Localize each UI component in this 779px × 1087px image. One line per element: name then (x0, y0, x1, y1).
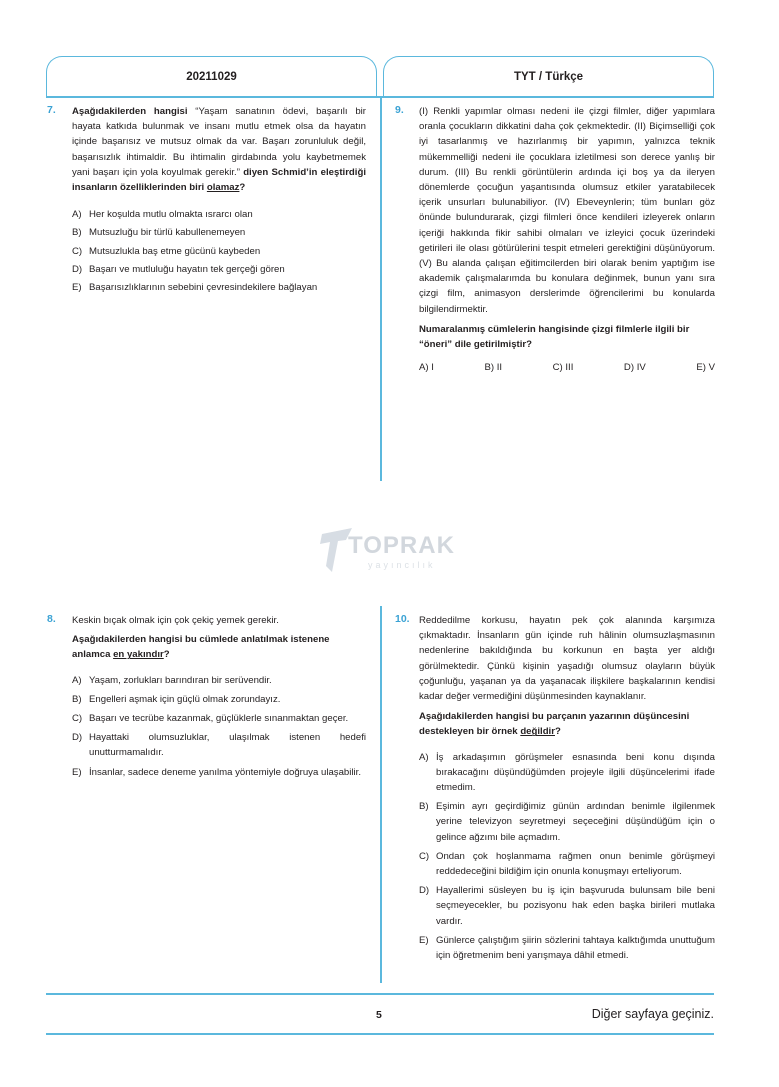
option-letter: D) (419, 885, 430, 897)
footer-divider-top (46, 993, 714, 995)
question-10 (419, 613, 715, 967)
option-text: Hayattaki olumsuzluklar, ulaşılmak istenen hedefi unutturmamalıdır. (89, 732, 366, 759)
option-letter: D) (72, 263, 83, 275)
question-7-text (72, 104, 366, 195)
option-letter: E) (419, 934, 429, 946)
subject-title: TYT / Türkçe (513, 70, 584, 83)
option-b[interactable] (72, 225, 366, 240)
page-number: 5 (376, 1009, 382, 1021)
option-text: Günlerce çalıştığım şiirin sözlerini tahtaya kalktığımda unuttuğum için öğretmenim beni yarışmaya dâhil etmedi. (436, 934, 715, 962)
option-d[interactable]: D) IV (623, 362, 646, 374)
question-7-stem-text: diyen Schmid’in eleştirdiği insanların özelliklerinden biri (72, 166, 366, 194)
footer-divider-bottom (46, 1033, 714, 1035)
question-8 (72, 613, 366, 784)
option-text: İnsanlar, sadece deneme yanılma yöntemiyle doğruya ulaşabilir. (89, 766, 361, 778)
header-subject (383, 56, 714, 96)
question-10-number: 10. (395, 613, 410, 625)
question-9-text: (I) Renkli yapımlar olması nedeni ile çizgi filmler, diğer yapımlara oranla çocukların dikkatini daha çok çekmektedir. (II) Biçimselliği çok iyi tasarlanmış ve hazırlanmış bir yapımın, yalnızca teknik mükemmelliği nedeni ile çocuklara izletilmesi son derece yanlış bir durum. (III) Bu renkli görüntülerin ardında içi boş ya da ileryen dönemlerde çocuğun yaşantısında olumsuz etkiler yaratabilecek içerik unsurları bulunabiliyor. (IV) Ebeveynlerin; tüm bunları göz önünde bulundurarak, çizgi filmleri önce kendileri izleyerek onların içeriği hakkında fikir sahibi olmaları ve izleyici çocuk üzerindeki getirileri ile olası götürülerini tespit etmeleri gerektiğini düşünüyorum. (V) Bu alanda çalışan eğitimcilerden biri olarak benim yaptığım ise akademik çalışmalarımda bu konulara değinmek, bunun yanı sıra çizgi film, animasyon derslerimde öğrencilerimi bu konularda bilgilendirmektir. (419, 106, 715, 315)
question-9-options (419, 360, 715, 375)
question-10-stem (419, 709, 715, 739)
option-text: Başarı ve mutluluğu hayatın tek gerçeği gören (89, 263, 285, 275)
question-9-number: 9. (395, 104, 404, 116)
option-d[interactable] (72, 730, 366, 760)
logo-subtitle: yayıncılık (368, 560, 436, 570)
question-9 (419, 104, 715, 375)
option-d[interactable] (72, 262, 366, 277)
exam-code: 20211029 (186, 70, 237, 83)
question-8-stem-key: en yakındır (113, 649, 164, 661)
option-a[interactable] (72, 207, 366, 222)
option-text: Hayallerimi süsleyen bu iş için başvuruda bulunsam bile beni seçmeyecekler, bu pozisyonu hak eden başka birileri mutlaka vardır. (436, 885, 715, 927)
question-7-stem-end: ? (239, 182, 246, 194)
question-7-number: 7. (47, 104, 56, 116)
option-letter: A) (419, 751, 429, 763)
question-7 (72, 104, 366, 298)
question-10-stem-end: ? (554, 726, 561, 738)
header-exam-code (46, 56, 377, 96)
option-letter: B) (72, 693, 82, 705)
option-text: Mutsuzlukla baş etme gücünü kaybeden (89, 245, 261, 257)
option-e[interactable] (419, 933, 715, 963)
option-letter: A) (72, 209, 82, 221)
option-text: Engelleri aşmak için güçlü olmak zorundayız. (89, 693, 281, 705)
option-text: Başarı ve tecrübe kazanmak, güçlüklerle sınanmaktan geçer. (89, 713, 349, 725)
question-7-intro: Aşağıdakilerden hangisi (72, 106, 188, 117)
option-letter: E) (72, 766, 82, 778)
option-e[interactable] (72, 765, 366, 780)
option-b[interactable] (419, 799, 715, 845)
option-e[interactable]: E) V (696, 362, 715, 374)
option-letter: A) (72, 674, 82, 686)
column-divider-top (380, 96, 382, 481)
question-9-stem: Numaralanmış cümlelerin hangisinde çizgi filmlerle ilgili bir “öneri” dile getirilmiştir? (419, 323, 690, 351)
option-letter: C) (72, 713, 83, 725)
option-a[interactable] (72, 673, 366, 688)
option-letter: D) (72, 732, 83, 744)
question-10-stem-text: Aşağıdakilerden hangisi bu parçanın yazarının düşüncesini destekleyen bir örnek (419, 711, 690, 738)
option-text: Yaşam, zorlukları barındıran bir serüvendir. (89, 674, 272, 686)
option-letter: B) (72, 227, 82, 239)
option-text: Eşimin ayrı geçirdiğimiz günün ardından benimle ilgilenmek yerine televizyon seyretmeyi seçeceğini düşündüğüm için o gelince ağzımı bile açmadım. (436, 801, 715, 843)
question-8-stem (72, 632, 366, 662)
option-a[interactable]: A) I (419, 362, 434, 374)
question-8-text: Keskin bıçak olmak için çok çekiç yemek gerekir. (72, 615, 279, 626)
option-text: Mutsuzluğu bir türlü kabullenemeyen (89, 227, 246, 239)
option-c[interactable] (419, 849, 715, 879)
next-page-note: Diğer sayfaya geçiniz. (591, 1007, 714, 1021)
option-text: İş arkadaşımın görüşmeler esnasında beni konu dışında bırakacağını düşündüğümden projeyle ilgili düşüncelerimi ifade etmedim. (436, 751, 715, 794)
question-7-options (72, 207, 366, 295)
question-10-options (419, 750, 715, 964)
question-8-stem-end: ? (163, 649, 170, 661)
option-text: Her koşulda mutlu olmakta ısrarcı olan (89, 209, 253, 221)
option-letter: C) (72, 245, 83, 257)
option-letter: B) (419, 801, 429, 813)
question-8-number: 8. (47, 613, 56, 625)
publisher-logo (318, 520, 455, 578)
option-text: Ondan çok hoşlanmama rağmen onun benimle görüşmeyi reddedeceğini bildiğim için onunla konuşmayı erteliyorum. (436, 850, 715, 878)
option-e[interactable] (72, 280, 366, 295)
question-8-stem-text: Aşağıdakilerden hangisi bu cümlede anlatılmak istenene anlamca (72, 634, 330, 661)
column-divider-bottom (380, 606, 382, 983)
option-letter: E) (72, 282, 82, 294)
question-7-stem-key: olamaz (206, 182, 240, 194)
option-c[interactable]: C) III (552, 362, 574, 374)
option-d[interactable] (419, 883, 715, 929)
option-b[interactable]: B) II (484, 362, 503, 374)
option-c[interactable] (72, 244, 366, 259)
question-10-text: Reddedilme korkusu, hayatın pek çok alanında karşımıza çıkmaktadır. İnsanların gün içinde ruh hâlinin olumsuzlaşmasının nedenlerine bakıldığında bu korkunun en başta yer aldığı görülmektedir. Çünkü kişinin yaşadığı olumsuz olayların büyük çoğunluğu, yaşanan ya da yaşanacak ilişkilere başkalarının kendisi kadar değer vermediğini düşünmesinden kaynaklanır. (419, 615, 715, 703)
question-7-quote: “Yaşam sanatının ödevi, başarılı bir hayata katkıda bulunmak ve insanı mutlu etmek olsa da hayatın içinde başarısız ve mutsuz olmak da var. Başarı zorunluluk değil, başarısızlık ihtimaldir. Bu ihtimalin girdabında yolu kaybetmemek yani başarı için yola koyulmak gerekir.” (72, 106, 366, 178)
option-letter: C) (419, 850, 430, 862)
option-b[interactable] (72, 692, 366, 707)
option-c[interactable] (72, 711, 366, 726)
question-10-stem-key: değildir (520, 726, 555, 738)
logo-word: TOPRAK (348, 532, 455, 559)
question-8-options (72, 673, 366, 780)
option-a[interactable] (419, 750, 715, 796)
option-text: Başarısızlıklarının sebebini çevresindekilere bağlayan (89, 282, 318, 294)
